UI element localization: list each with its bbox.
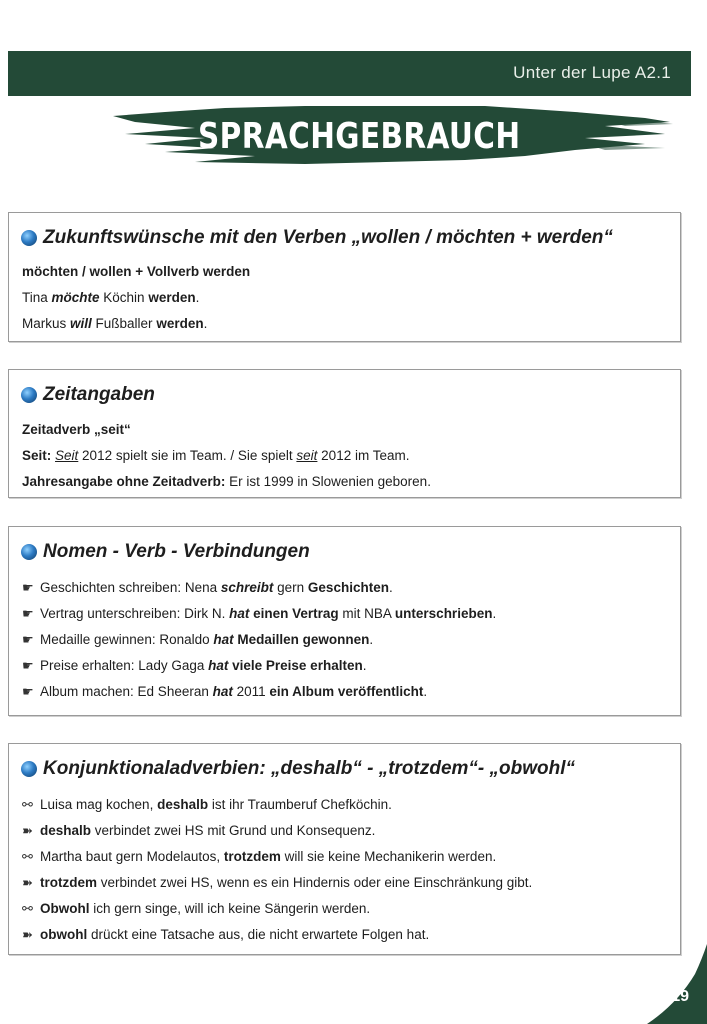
section-title: Konjunktionaladverbien: „deshalb“ - „trotzdem“- „obwohl“: [21, 758, 575, 780]
example-line: ☛ Vertrag unterschreiben: Dirk N. hat einen Vertrag mit NBA unterschrieben.: [22, 606, 497, 621]
section-title: Zeitangaben: [21, 384, 155, 406]
section-title: Nomen - Verb - Verbindungen: [21, 541, 310, 563]
section-future-wishes: [8, 212, 681, 342]
pointing-hand-icon: ☛: [22, 606, 34, 621]
rule-line: Zeitadverb „seit“: [22, 422, 131, 437]
header-bar: [8, 51, 691, 96]
pointing-hand-icon: ☛: [22, 658, 34, 673]
double-arrow-icon: ➽: [22, 875, 33, 890]
page-number: 19: [671, 988, 689, 1005]
example-line: ☛ Preise erhalten: Lady Gaga hat viele Preise erhalten.: [22, 658, 367, 673]
double-arrow-icon: ➽: [22, 927, 33, 942]
example-line: Jahresangabe ohne Zeitadverb: Er ist 1999 in Slowenien geboren.: [22, 474, 431, 489]
blue-dot-icon: [21, 387, 37, 403]
example-line: Markus will Fußballer werden.: [22, 316, 208, 331]
example-line: ⚯ Martha baut gern Modelautos, trotzdem will sie keine Mechanikerin werden.: [22, 849, 497, 864]
header-label: Unter der Lupe A2.1: [513, 63, 671, 82]
section-time-expressions: [8, 369, 681, 498]
section-noun-verb: [8, 526, 681, 716]
example-line: ⚯ Luisa mag kochen, deshalb ist ihr Traumberuf Chefköchin.: [22, 797, 392, 812]
section-title: Zukunftswünsche mit den Verben „wollen / möchten + werden“: [21, 227, 613, 249]
blue-dot-icon: [21, 544, 37, 560]
pointing-hand-icon: ☛: [22, 632, 34, 647]
example-line: ⚯ Obwohl ich gern singe, will ich keine Sängerin werden.: [22, 901, 371, 916]
example-line: Seit: Seit 2012 spielt sie im Team. / Sie spielt seit 2012 im Team.: [22, 448, 410, 463]
example-line: ☛ Medaille gewinnen: Ronaldo hat Medaillen gewonnen.: [22, 632, 374, 647]
rule-line: ➽ deshalb verbindet zwei HS mit Grund und Konsequenz.: [22, 823, 376, 838]
pointing-hand-icon: ☛: [22, 684, 34, 699]
chain-link-icon: ⚯: [22, 849, 33, 864]
example-line: ☛ Geschichten schreiben: Nena schreibt gern Geschichten.: [22, 580, 393, 595]
rule-line: ➽ obwohl drückt eine Tatsache aus, die nicht erwartete Folgen hat.: [22, 927, 430, 942]
double-arrow-icon: ➽: [22, 823, 33, 838]
page-title: SPRACHGEBRAUCH: [198, 116, 521, 157]
chain-link-icon: ⚯: [22, 901, 33, 916]
example-line: ☛ Album machen: Ed Sheeran hat 2011 ein Album veröffentlicht.: [22, 684, 428, 699]
chain-link-icon: ⚯: [22, 797, 33, 812]
rule-line: möchten / wollen + Vollverb werden: [22, 264, 251, 279]
pointing-hand-icon: ☛: [22, 580, 34, 595]
page-corner-decoration: [647, 944, 707, 1024]
example-line: Tina möchte Köchin werden.: [22, 290, 200, 305]
rule-line: ➽ trotzdem verbindet zwei HS, wenn es ein Hindernis oder eine Einschränkung gibt.: [22, 875, 533, 890]
blue-dot-icon: [21, 761, 37, 777]
section-conjunctional-adverbs: [8, 743, 681, 955]
blue-dot-icon: [21, 230, 37, 246]
